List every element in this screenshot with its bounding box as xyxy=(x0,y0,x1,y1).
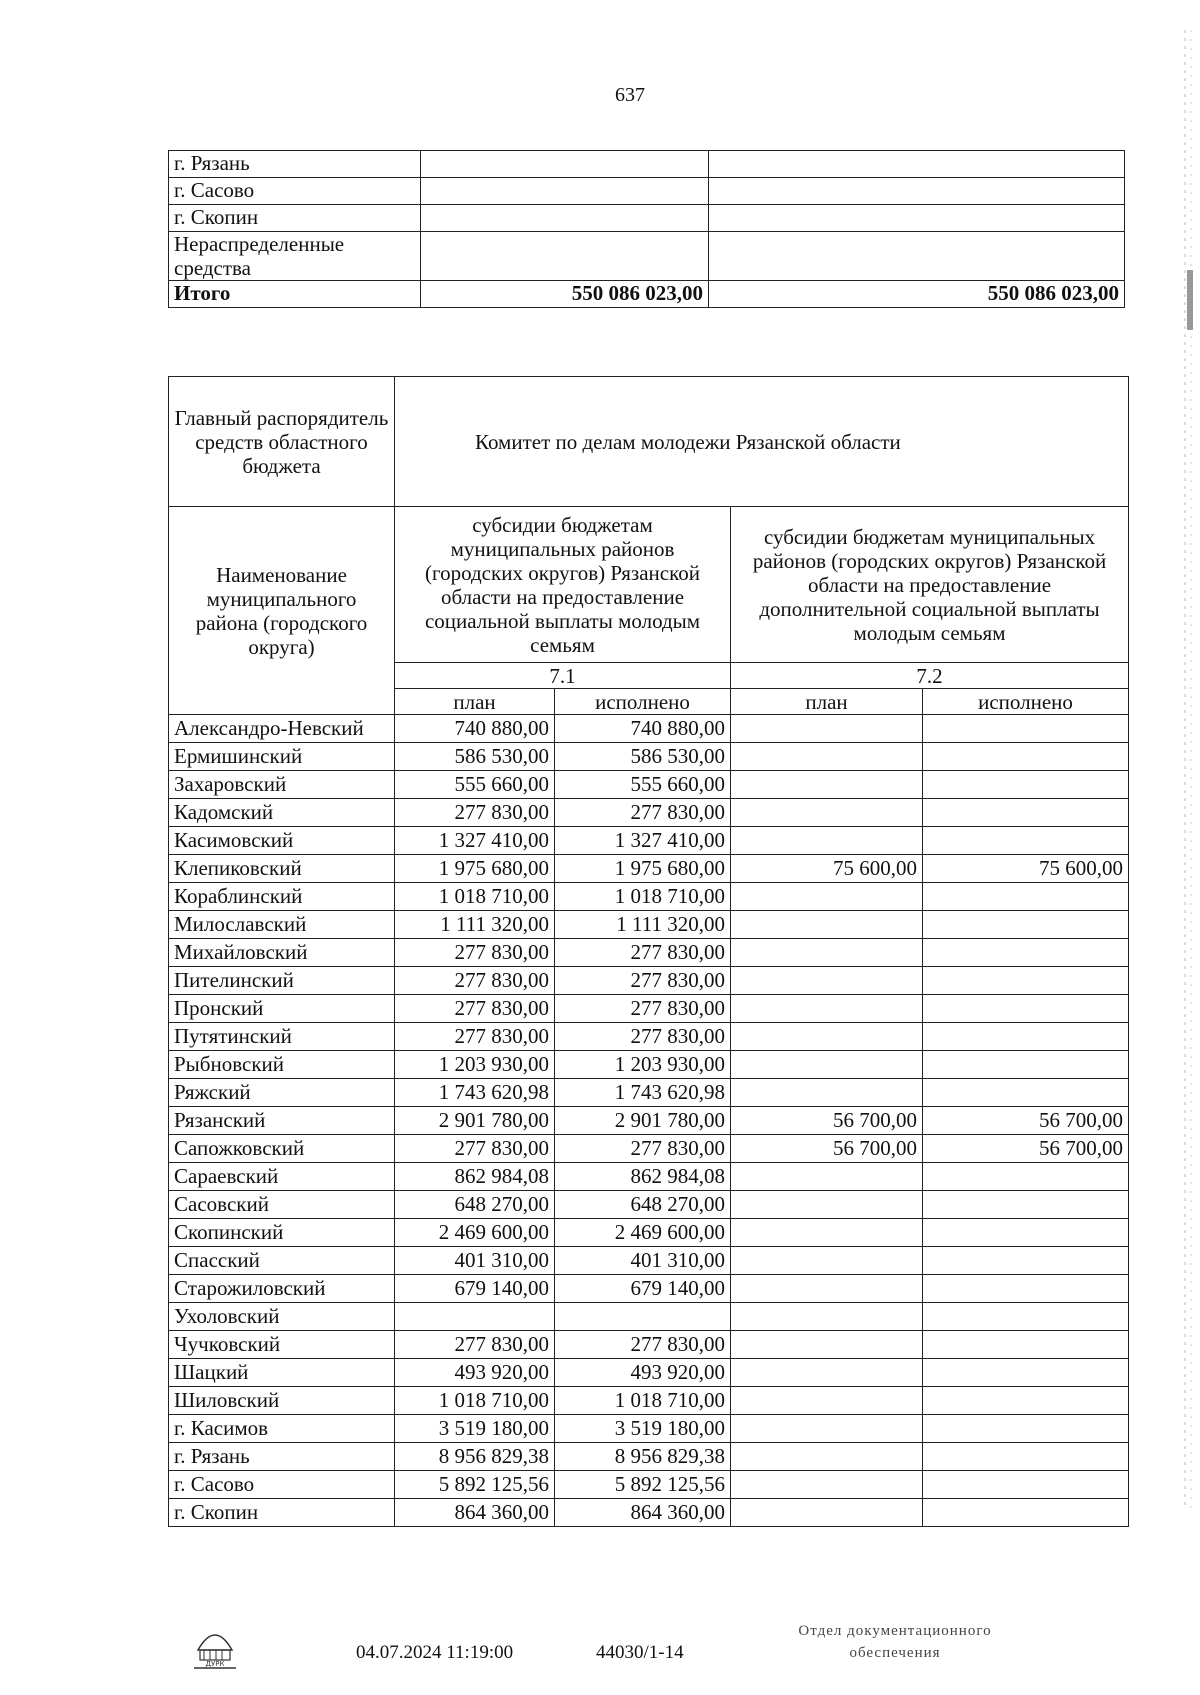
total-label: Итого xyxy=(169,281,421,308)
value-p1: 1 018 710,00 xyxy=(395,883,555,911)
district-name: Ермишинский xyxy=(169,743,395,771)
value-d2 xyxy=(923,771,1129,799)
district-name: Старожиловский xyxy=(169,1275,395,1303)
value-p2 xyxy=(731,967,923,995)
value-d1: 2 901 780,00 xyxy=(555,1107,731,1135)
value-d1: 1 203 930,00 xyxy=(555,1051,731,1079)
district-name: Шиловский xyxy=(169,1387,395,1415)
value-p2 xyxy=(731,939,923,967)
district-name: Ряжский xyxy=(169,1079,395,1107)
plan-header-72: план xyxy=(731,689,923,715)
value-d1: 648 270,00 xyxy=(555,1191,731,1219)
value-p1: 1 743 620,98 xyxy=(395,1079,555,1107)
district-name: Ухоловский xyxy=(169,1303,395,1331)
value-d1: 401 310,00 xyxy=(555,1247,731,1275)
value-p1: 648 270,00 xyxy=(395,1191,555,1219)
value-p1: 3 519 180,00 xyxy=(395,1415,555,1443)
footer-doc-number: 44030/1-14 xyxy=(596,1642,684,1663)
value-d2 xyxy=(923,1499,1129,1527)
value-d2 xyxy=(923,715,1129,743)
table-row xyxy=(169,799,1129,827)
total-done: 550 086 023,00 xyxy=(709,281,1125,308)
value-d2 xyxy=(923,1191,1129,1219)
value-p1: 277 830,00 xyxy=(395,939,555,967)
district-name: Сасовский xyxy=(169,1191,395,1219)
value-p2 xyxy=(731,883,923,911)
district-name: г. Скопин xyxy=(169,1499,395,1527)
table-row xyxy=(169,1107,1129,1135)
district-name: Спасский xyxy=(169,1247,395,1275)
table-row xyxy=(169,883,1129,911)
value-d2 xyxy=(923,995,1129,1023)
value-d1: 277 830,00 xyxy=(555,1135,731,1163)
value-d1: 2 469 600,00 xyxy=(555,1219,731,1247)
district-name: Михайловский xyxy=(169,939,395,967)
district-name: г. Рязань xyxy=(169,1443,395,1471)
value-d2: 56 700,00 xyxy=(923,1107,1129,1135)
table-row xyxy=(169,1275,1129,1303)
value-p1: 862 984,08 xyxy=(395,1163,555,1191)
value-d2 xyxy=(923,743,1129,771)
table-row xyxy=(169,1219,1129,1247)
top-cell-plan xyxy=(421,205,709,232)
value-d2 xyxy=(923,967,1129,995)
value-d1: 864 360,00 xyxy=(555,1499,731,1527)
value-d1: 277 830,00 xyxy=(555,967,731,995)
district-name: г. Сасово xyxy=(169,1471,395,1499)
value-p1: 1 327 410,00 xyxy=(395,827,555,855)
table-row xyxy=(169,715,1129,743)
value-p1: 277 830,00 xyxy=(395,1135,555,1163)
scan-edge-artifact xyxy=(1182,30,1196,1510)
plan-header-71: план xyxy=(395,689,555,715)
value-p1: 277 830,00 xyxy=(395,799,555,827)
value-p2 xyxy=(731,1499,923,1527)
value-p2 xyxy=(731,827,923,855)
value-p2 xyxy=(731,995,923,1023)
value-d1: 1 018 710,00 xyxy=(555,883,731,911)
value-p1: 1 975 680,00 xyxy=(395,855,555,883)
top-cell-name: г. Рязань xyxy=(169,151,421,178)
value-p2 xyxy=(731,1359,923,1387)
district-name: Александро-Невский xyxy=(169,715,395,743)
district-name: Путятинский xyxy=(169,1023,395,1051)
district-name: Клепиковский xyxy=(169,855,395,883)
value-p2 xyxy=(731,799,923,827)
value-p1: 5 892 125,56 xyxy=(395,1471,555,1499)
value-d2 xyxy=(923,1443,1129,1471)
district-name: Кадомский xyxy=(169,799,395,827)
value-d2 xyxy=(923,1051,1129,1079)
svg-text:ДУРК: ДУРК xyxy=(205,1660,225,1668)
distributor-value: Комитет по делам молодежи Рязанской области xyxy=(395,377,1129,507)
top-cell-done xyxy=(709,151,1125,178)
value-d1 xyxy=(555,1303,731,1331)
table-row xyxy=(169,771,1129,799)
value-p2 xyxy=(731,1219,923,1247)
value-p1: 555 660,00 xyxy=(395,771,555,799)
district-name: Сараевский xyxy=(169,1163,395,1191)
value-d2 xyxy=(923,1275,1129,1303)
table-row xyxy=(169,1415,1129,1443)
value-p1: 586 530,00 xyxy=(395,743,555,771)
stamp-line-1: Отдел документационного xyxy=(798,1623,992,1639)
table-row xyxy=(169,1359,1129,1387)
done-header-72: исполнено xyxy=(923,689,1129,715)
value-p2 xyxy=(731,1275,923,1303)
value-p2 xyxy=(731,1051,923,1079)
code-72: 7.2 xyxy=(731,663,1129,689)
value-p2 xyxy=(731,1163,923,1191)
name-header: Наименование муниципального района (городского округа) xyxy=(169,507,395,715)
value-d2 xyxy=(923,939,1129,967)
top-cell-done xyxy=(709,178,1125,205)
value-d1: 1 975 680,00 xyxy=(555,855,731,883)
table-row xyxy=(169,743,1129,771)
value-p1: 8 956 829,38 xyxy=(395,1443,555,1471)
table-row xyxy=(169,1471,1129,1499)
value-d2 xyxy=(923,1163,1129,1191)
value-d1: 277 830,00 xyxy=(555,939,731,967)
district-name: г. Касимов xyxy=(169,1415,395,1443)
value-d2: 56 700,00 xyxy=(923,1135,1129,1163)
stamp-line-2: обеспечения xyxy=(849,1645,941,1661)
value-p2 xyxy=(731,1191,923,1219)
table-row xyxy=(169,1079,1129,1107)
footer-datetime: 04.07.2024 11:19:00 xyxy=(356,1642,514,1663)
district-name: Скопинский xyxy=(169,1219,395,1247)
value-p1: 401 310,00 xyxy=(395,1247,555,1275)
value-d2 xyxy=(923,883,1129,911)
top-table-row xyxy=(169,205,1125,232)
emblem-logo xyxy=(190,1612,240,1672)
value-d2 xyxy=(923,1471,1129,1499)
district-name: Касимовский xyxy=(169,827,395,855)
value-d1: 493 920,00 xyxy=(555,1359,731,1387)
value-p2 xyxy=(731,743,923,771)
value-d1: 1 327 410,00 xyxy=(555,827,731,855)
value-d1: 586 530,00 xyxy=(555,743,731,771)
value-p1: 2 469 600,00 xyxy=(395,1219,555,1247)
value-p2 xyxy=(731,771,923,799)
district-name: Сапожковский xyxy=(169,1135,395,1163)
value-d2 xyxy=(923,1219,1129,1247)
value-p1: 277 830,00 xyxy=(395,1023,555,1051)
page-number: 637 xyxy=(615,84,645,106)
value-d1: 555 660,00 xyxy=(555,771,731,799)
value-p1: 493 920,00 xyxy=(395,1359,555,1387)
value-p1 xyxy=(395,1303,555,1331)
value-p2 xyxy=(731,1331,923,1359)
table-row xyxy=(169,1135,1129,1163)
value-d1: 740 880,00 xyxy=(555,715,731,743)
value-d1: 277 830,00 xyxy=(555,1331,731,1359)
table-row xyxy=(169,1331,1129,1359)
value-d1: 1 743 620,98 xyxy=(555,1079,731,1107)
value-p2 xyxy=(731,1415,923,1443)
main-table xyxy=(168,376,1129,1527)
top-cell-name: г. Сасово xyxy=(169,178,421,205)
value-p1: 1 018 710,00 xyxy=(395,1387,555,1415)
top-cell-done xyxy=(709,205,1125,232)
value-d1: 3 519 180,00 xyxy=(555,1415,731,1443)
table-row xyxy=(169,1499,1129,1527)
table-row xyxy=(169,1051,1129,1079)
value-p2 xyxy=(731,911,923,939)
top-table-row xyxy=(169,232,1125,281)
value-p2: 75 600,00 xyxy=(731,855,923,883)
district-name: Шацкий xyxy=(169,1359,395,1387)
top-table-row xyxy=(169,151,1125,178)
value-p2 xyxy=(731,1023,923,1051)
value-d2 xyxy=(923,1415,1129,1443)
value-p2: 56 700,00 xyxy=(731,1107,923,1135)
value-p1: 277 830,00 xyxy=(395,1331,555,1359)
value-d1: 277 830,00 xyxy=(555,799,731,827)
table-row xyxy=(169,939,1129,967)
table-row xyxy=(169,1023,1129,1051)
value-p2 xyxy=(731,715,923,743)
table-row xyxy=(169,1191,1129,1219)
value-d2 xyxy=(923,1303,1129,1331)
value-d1: 277 830,00 xyxy=(555,1023,731,1051)
value-d2: 75 600,00 xyxy=(923,855,1129,883)
code-71: 7.1 xyxy=(395,663,731,689)
col71-header: субсидии бюджетам муниципальных районов (городских округов) Рязанской области на предоставление социальной выплаты молодым семьям xyxy=(395,507,731,663)
value-d2 xyxy=(923,1079,1129,1107)
value-d1: 277 830,00 xyxy=(555,995,731,1023)
value-d2 xyxy=(923,1359,1129,1387)
value-p1: 277 830,00 xyxy=(395,995,555,1023)
top-cell-name: Нераспределенные средства xyxy=(169,232,421,281)
district-name: Пителинский xyxy=(169,967,395,995)
value-p1: 1 203 930,00 xyxy=(395,1051,555,1079)
value-d2 xyxy=(923,827,1129,855)
table-row xyxy=(169,967,1129,995)
value-p2 xyxy=(731,1471,923,1499)
district-name: Чучковский xyxy=(169,1331,395,1359)
table-row xyxy=(169,1163,1129,1191)
table-row xyxy=(169,1443,1129,1471)
top-table-total-row xyxy=(169,281,1125,308)
value-p2: 56 700,00 xyxy=(731,1135,923,1163)
value-p1: 740 880,00 xyxy=(395,715,555,743)
district-name: Милославский xyxy=(169,911,395,939)
table-row xyxy=(169,827,1129,855)
value-p1: 864 360,00 xyxy=(395,1499,555,1527)
value-p2 xyxy=(731,1387,923,1415)
top-cell-plan xyxy=(421,151,709,178)
value-d1: 862 984,08 xyxy=(555,1163,731,1191)
district-name: Пронский xyxy=(169,995,395,1023)
value-p1: 1 111 320,00 xyxy=(395,911,555,939)
table-row xyxy=(169,1303,1129,1331)
value-p2 xyxy=(731,1303,923,1331)
value-p2 xyxy=(731,1247,923,1275)
value-d2 xyxy=(923,911,1129,939)
table-row xyxy=(169,855,1129,883)
district-name: Рыбновский xyxy=(169,1051,395,1079)
value-d2 xyxy=(923,799,1129,827)
value-d1: 5 892 125,56 xyxy=(555,1471,731,1499)
value-d1: 1 111 320,00 xyxy=(555,911,731,939)
top-cell-plan xyxy=(421,232,709,281)
col72-header: субсидии бюджетам муниципальных районов (городских округов) Рязанской области на предоставление дополнительной социальной выплаты молодым семьям xyxy=(731,507,1129,663)
value-p1: 679 140,00 xyxy=(395,1275,555,1303)
top-cell-name: г. Скопин xyxy=(169,205,421,232)
value-d2 xyxy=(923,1247,1129,1275)
distributor-label: Главный распорядитель средств областного бюджета xyxy=(169,377,395,507)
value-p1: 2 901 780,00 xyxy=(395,1107,555,1135)
value-p2 xyxy=(731,1443,923,1471)
top-cell-done xyxy=(709,232,1125,281)
district-name: Кораблинский xyxy=(169,883,395,911)
value-d2 xyxy=(923,1331,1129,1359)
table-row xyxy=(169,1247,1129,1275)
value-p2 xyxy=(731,1079,923,1107)
top-table-row xyxy=(169,178,1125,205)
value-d1: 8 956 829,38 xyxy=(555,1443,731,1471)
district-name: Рязанский xyxy=(169,1107,395,1135)
value-d1: 679 140,00 xyxy=(555,1275,731,1303)
value-d2 xyxy=(923,1387,1129,1415)
value-d1: 1 018 710,00 xyxy=(555,1387,731,1415)
table-row xyxy=(169,1387,1129,1415)
district-name: Захаровский xyxy=(169,771,395,799)
department-stamp xyxy=(730,1620,1060,1664)
done-header-71: исполнено xyxy=(555,689,731,715)
top-cell-plan xyxy=(421,178,709,205)
total-plan: 550 086 023,00 xyxy=(421,281,709,308)
table-row xyxy=(169,995,1129,1023)
value-d2 xyxy=(923,1023,1129,1051)
top-table xyxy=(168,150,1125,308)
value-p1: 277 830,00 xyxy=(395,967,555,995)
table-row xyxy=(169,911,1129,939)
